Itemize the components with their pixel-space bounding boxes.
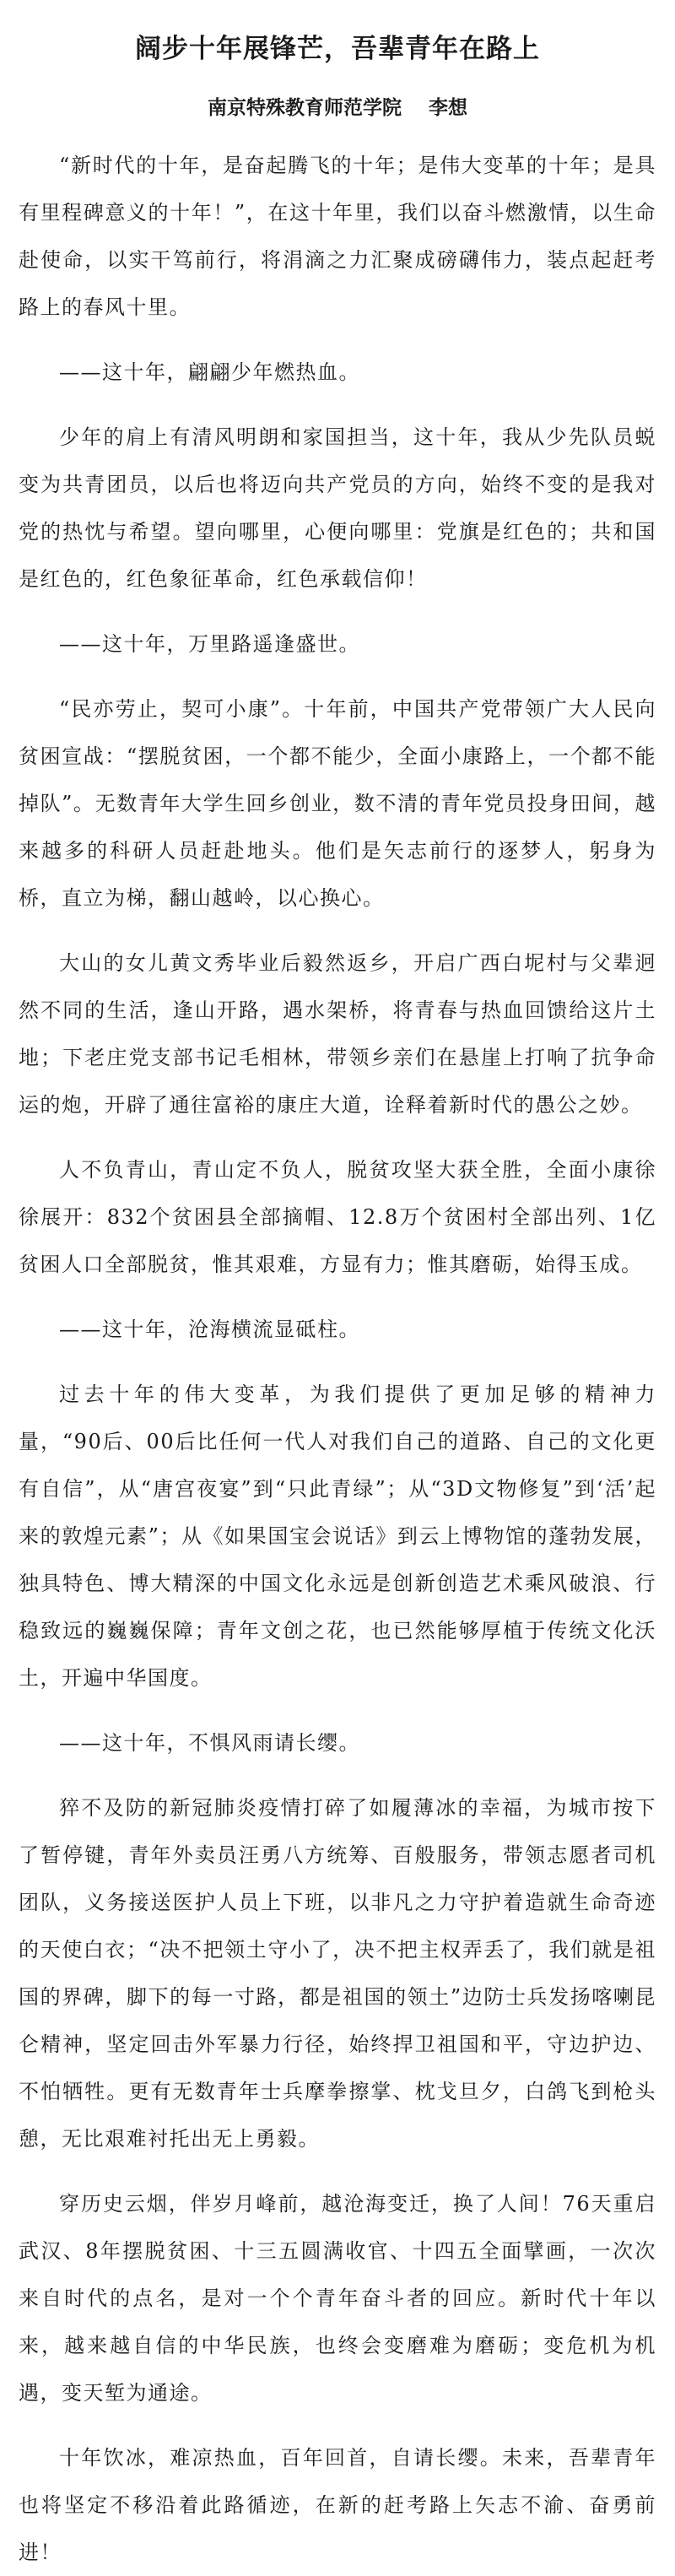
paragraph: 过去十年的伟大变革，为我们提供了更加足够的精神力量，“90后、00后比任何一代人对我们自己的道路、自己的文化更有自信”，从“唐宫夜宴”到“只此青绿”；从“3D文物修复”到‘活’起来的敦煌元素”；从《如果国宝会说话》到云上博物馆的蓬勃发展，独具特色、博大精深的中国文化永远是创新创造艺术乘风破浪、行稳致远的巍巍保障；青年文创之花，也已然能够厚植于传统文化沃土，开遍中华国度。 [19,1383,656,1690]
paragraph: 少年的肩上有清风明朗和家国担当，这十年，我从少先队员蜕变为共青团员，以后也将迈向共产党员的方向，始终不变的是我对党的热忱与希望。望向哪里，心便向哪里：党旗是红色的；共和国是红色的，红色象征革命，红色承载信仰！ [19,425,656,591]
section-heading: ——这十年，万里路遥逢盛世。 [59,632,360,656]
section-heading: ——这十年，翩翩少年燃热血。 [59,360,360,384]
article-body [19,142,656,2576]
section-heading: ——这十年，不惧风雨请长缨。 [59,1731,360,1755]
paragraph: 人不负青山，青山定不负人，脱贫攻坚大获全胜，全面小康徐徐展开：832个贫困县全部摘帽、12.8万个贫困村全部出列、1亿贫困人口全部脱贫，惟其艰难，方显有力；惟其磨砺，始得玉成。 [19,1158,656,1276]
paragraph: 十年饮冰，难凉热血，百年回首，自请长缨。未来，吾辈青年也将坚定不移沿着此路循迹，在新的赶考路上矢志不渝、奋勇前进！ [19,2446,656,2564]
article-byline: 南京特殊教育师范学院 李想 [207,96,468,119]
paragraph: “新时代的十年，是奋起腾飞的十年；是伟大变革的十年；是具有里程碑意义的十年！”，在这十年里，我们以奋斗燃激情，以生命赴使命，以实干笃前行，将涓滴之力汇聚成磅礴伟力，装点起赶考路上的春风十里。 [19,154,656,319]
section-heading: ——这十年，沧海横流显砥柱。 [59,1318,360,1341]
paragraph: 大山的女儿黄文秀毕业后毅然返乡，开启广西白坭村与父辈迥然不同的生活，逢山开路，遇水架桥，将青春与热血回馈给这片土地；下老庄党支部书记毛相林，带领乡亲们在悬崖上打响了抗争命运的炮，开辟了通往富裕的康庄大道，诠释着新时代的愚公之妙。 [19,951,656,1117]
paragraph: 猝不及防的新冠肺炎疫情打碎了如履薄冰的幸福，为城市按下了暂停键，青年外卖员汪勇八方统筹、百般服务，带领志愿者司机团队，义务接送医护人员上下班，以非凡之力守护着造就生命奇迹的天使白衣；“决不把领土守小了，决不把主权弄丢了，我们就是祖国的界碑，脚下的每一寸路，都是祖国的领土”边防士兵发扬喀喇昆仑精神，坚定回击外军暴力行径，始终捍卫祖国和平，守边护边、不怕牺牲。更有无数青年士兵摩拳擦掌、枕戈旦夕，白鸽飞到枪头憩，无比艰难衬托出无上勇毅。 [19,1796,656,2151]
paragraph: 穿历史云烟，伴岁月峰前，越沧海变迁，换了人间！76天重启武汉、8年摆脱贫困、十三五圆满收官、十四五全面擘画，一次次来自时代的点名，是对一个个青年奋斗者的回应。新时代十年以来，越来越自信的中华民族，也终会变磨难为磨砺；变危机为机遇，变天堑为通途。 [19,2192,656,2405]
paragraph: “民亦劳止，契可小康”。十年前，中国共产党带领广大人民向贫困宣战：“摆脱贫困，一个都不能少，全面小康路上，一个都不能掉队”。无数青年大学生回乡创业，数不清的青年党员投身田间，越来越多的科研人员赶赴地头。他们是矢志前行的逐梦人，躬身为桥，直立为梯，翻山越岭，以心换心。 [19,697,656,910]
article-title: 阔步十年展锋芒，吾辈青年在路上 [135,34,540,64]
